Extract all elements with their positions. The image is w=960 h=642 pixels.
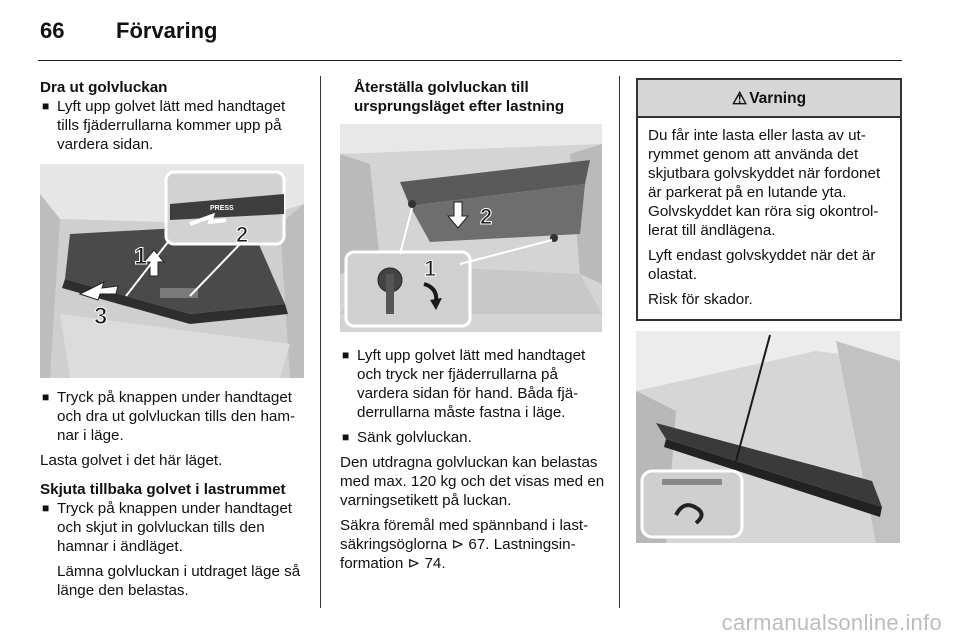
page-ref-74[interactable]: 74	[424, 555, 442, 572]
column-3	[636, 78, 902, 543]
figure-restore-floor	[340, 124, 602, 332]
header-rule	[38, 60, 902, 61]
cargo-floor-illustration	[40, 164, 304, 378]
column-1	[40, 78, 308, 600]
paragraph-max-load: Den utdragna golvluckan kan belastas med max. 120 kg och det visas med en varningsetikett på luckan.	[340, 454, 605, 509]
warning-paragraph-3: Risk för skador.	[648, 291, 753, 308]
floor-cover-illustration	[636, 331, 900, 543]
warning-triangle-icon: ⚠	[731, 88, 748, 108]
page-ref-67[interactable]: 67	[468, 536, 486, 553]
figure-pull-out-floor	[40, 164, 304, 378]
bullet-lift-floor: ■ Lyft upp golvet lätt med handtaget tills fjäderrullarna kommer upp på vardera sidan.	[40, 97, 308, 154]
page-reference-arrow-icon: ⊳	[407, 555, 425, 572]
column-2	[340, 78, 608, 573]
press-label: PRESS	[210, 205, 234, 212]
section-heading-push-back: Skjuta tillbaka golvet i lastrummet	[40, 481, 286, 498]
column-divider-1	[320, 76, 321, 608]
step-1-label: 1	[134, 243, 148, 270]
restore-step-2-label: 2	[480, 204, 493, 229]
step-3-label: 3	[94, 303, 108, 330]
warning-title: Varning	[749, 89, 807, 107]
warning-paragraph-2: Lyft endast golvskyddet när det är olastat.	[648, 247, 876, 283]
paragraph-secure-items: Säkra föremål med spännband i lastsäkringsöglorna ⊳ 67. Lastningsinformation ⊳ 74.	[340, 517, 589, 572]
bullet-push-in: ■ Tryck på knappen under handtaget och skjut in golvluckan tills den hamnar i ändläget.	[40, 499, 308, 556]
warning-paragraph-1: Du får inte lasta eller lasta av utrymmet genom att använda det skjutbara golvskyddet när fordonet är parkerat på en lutande yta. Golvskyddet kan röra sig okontrollerat till ändlägena.	[648, 127, 881, 239]
step-2-label: 2	[236, 222, 249, 247]
column-divider-2	[619, 76, 620, 608]
warning-body	[638, 118, 900, 319]
section-heading-pull-out: Dra ut golvluckan	[40, 79, 168, 96]
figure-floor-cover-tilted	[636, 331, 900, 543]
section-heading-restore: Återställa golvluckan till ursprungsläget efter lastning	[354, 79, 565, 115]
warning-box	[636, 78, 902, 321]
restore-floor-illustration	[340, 124, 602, 332]
warning-header	[638, 80, 900, 118]
restore-step-1-label: 1	[424, 256, 437, 281]
page-reference-arrow-icon: ⊳	[451, 536, 469, 553]
watermark: carmanualsonline.info	[721, 610, 942, 635]
paragraph-load-floor: Lasta golvet i det här läget.	[40, 452, 223, 469]
bullet-press-rollers: ■ Lyft upp golvet lätt med handtaget och tryck ner fjäderrullarna på vardera sidan för hand. Båda fjäderrullarna måste fastna i läge.	[340, 346, 608, 422]
chapter-title: Förvaring	[116, 18, 218, 43]
paragraph-leave-extended: Lämna golvluckan i utdraget läge så länge den belastas.	[57, 563, 301, 599]
bullet-lower-floor: ■ Sänk golvluckan.	[340, 428, 608, 447]
bullet-press-button: ■ Tryck på knappen under handtaget och dra ut golvluckan tills den hamnar i läge.	[40, 388, 308, 445]
page-number: 66	[40, 18, 65, 43]
page-header	[40, 18, 217, 48]
